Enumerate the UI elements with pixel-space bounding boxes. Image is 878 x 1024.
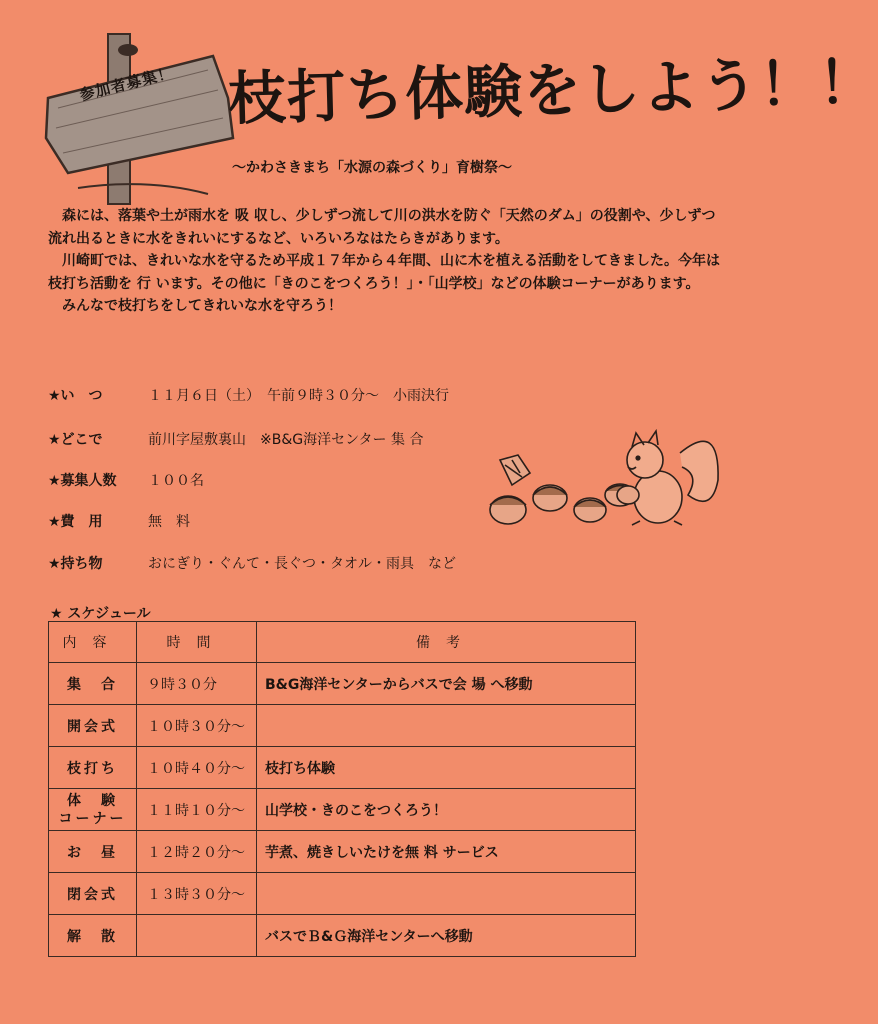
schedule-item: 解 散 xyxy=(49,915,137,957)
schedule-note: 山学校・きのこをつくろう！ xyxy=(257,789,636,831)
schedule-item: お 昼 xyxy=(49,831,137,873)
schedule-time: １３時３０分～ xyxy=(137,873,257,915)
sign-board-illustration xyxy=(38,28,238,208)
info-label: ★い つ xyxy=(48,388,103,404)
schedule-item: 枝打ち xyxy=(49,747,137,789)
schedule-note: 枝打ち体験 xyxy=(257,747,636,789)
column-header: 備考 xyxy=(257,622,636,663)
intro-paragraph: 森には、落葉や土が雨水を 吸 収し、少しずつ流して川の洪水を防ぐ「天然のダム」の役割や、少しずつ流れ出るときに水をきれいにするなど、いろいろなはたらきがあります。 xyxy=(48,208,716,247)
info-label: ★持ち物 xyxy=(48,556,103,572)
schedule-time: ９時３０分 xyxy=(137,663,257,705)
schedule-note: B&G海洋センターからバスで会 場 へ移動 xyxy=(257,663,636,705)
page-title: 枝打ち体験をしよう！！ xyxy=(227,48,878,133)
schedule-note xyxy=(257,873,636,915)
table-row xyxy=(49,789,636,831)
schedule-item: 開会式 xyxy=(49,705,137,747)
info-value: おにぎり・ぐんて・長ぐつ・タオル・雨具 など xyxy=(148,556,456,572)
intro-text xyxy=(48,205,724,318)
info-value: １００名 xyxy=(148,473,204,489)
schedule-note xyxy=(257,705,636,747)
schedule-time: １０時３０分～ xyxy=(137,705,257,747)
info-label: ★費 用 xyxy=(48,514,103,530)
table-row xyxy=(49,663,636,705)
schedule-time xyxy=(137,915,257,957)
schedule-item: 体 験 コーナー xyxy=(49,789,137,831)
info-label: ★募集人数 xyxy=(48,473,117,489)
column-header: 内容 xyxy=(49,622,137,663)
schedule-time: １０時４０分～ xyxy=(137,747,257,789)
schedule-note: バスでＢ&Ｇ海洋センターへ移動 xyxy=(257,915,636,957)
column-header: 時間 xyxy=(137,622,257,663)
table-row xyxy=(49,873,636,915)
info-value: １１月６日（土） 午前９時３０分～ 小雨決行 xyxy=(148,388,449,404)
schedule-table xyxy=(48,621,636,957)
schedule-time: １２時２０分～ xyxy=(137,831,257,873)
table-row xyxy=(49,915,636,957)
schedule-note: 芋煮、焼きしいたけを無 料 サービス xyxy=(257,831,636,873)
intro-paragraph: みんなで枝打ちをしてきれいな水を守ろう！ xyxy=(62,298,342,314)
page-subtitle: ～かわさきまち「水源の森づくり」育樹祭～ xyxy=(232,160,512,176)
info-value: 無 料 xyxy=(148,514,190,530)
schedule-time: １１時１０分～ xyxy=(137,789,257,831)
table-row xyxy=(49,705,636,747)
sign-text: 参加者募集！ xyxy=(77,63,176,105)
squirrel-acorns-illustration xyxy=(460,425,720,535)
table-row xyxy=(49,831,636,873)
schedule-item: 閉会式 xyxy=(49,873,137,915)
schedule-heading: ★ スケジュール xyxy=(50,606,151,622)
info-label: ★どこで xyxy=(48,432,103,448)
intro-paragraph: 川崎町では、きれいな水を守るため平成１７年から４年間、山に木を植える活動をしてきました。今年は枝打ち活動を 行 います。その他に「きのこをつくろう！」・「山学校」などの体験コーナーがあります。 xyxy=(48,253,720,292)
info-value: 前川字屋敷裏山 ※B&G海洋センター 集 合 xyxy=(148,432,424,448)
table-header-row xyxy=(49,622,636,663)
schedule-item: 集 合 xyxy=(49,663,137,705)
table-row xyxy=(49,747,636,789)
